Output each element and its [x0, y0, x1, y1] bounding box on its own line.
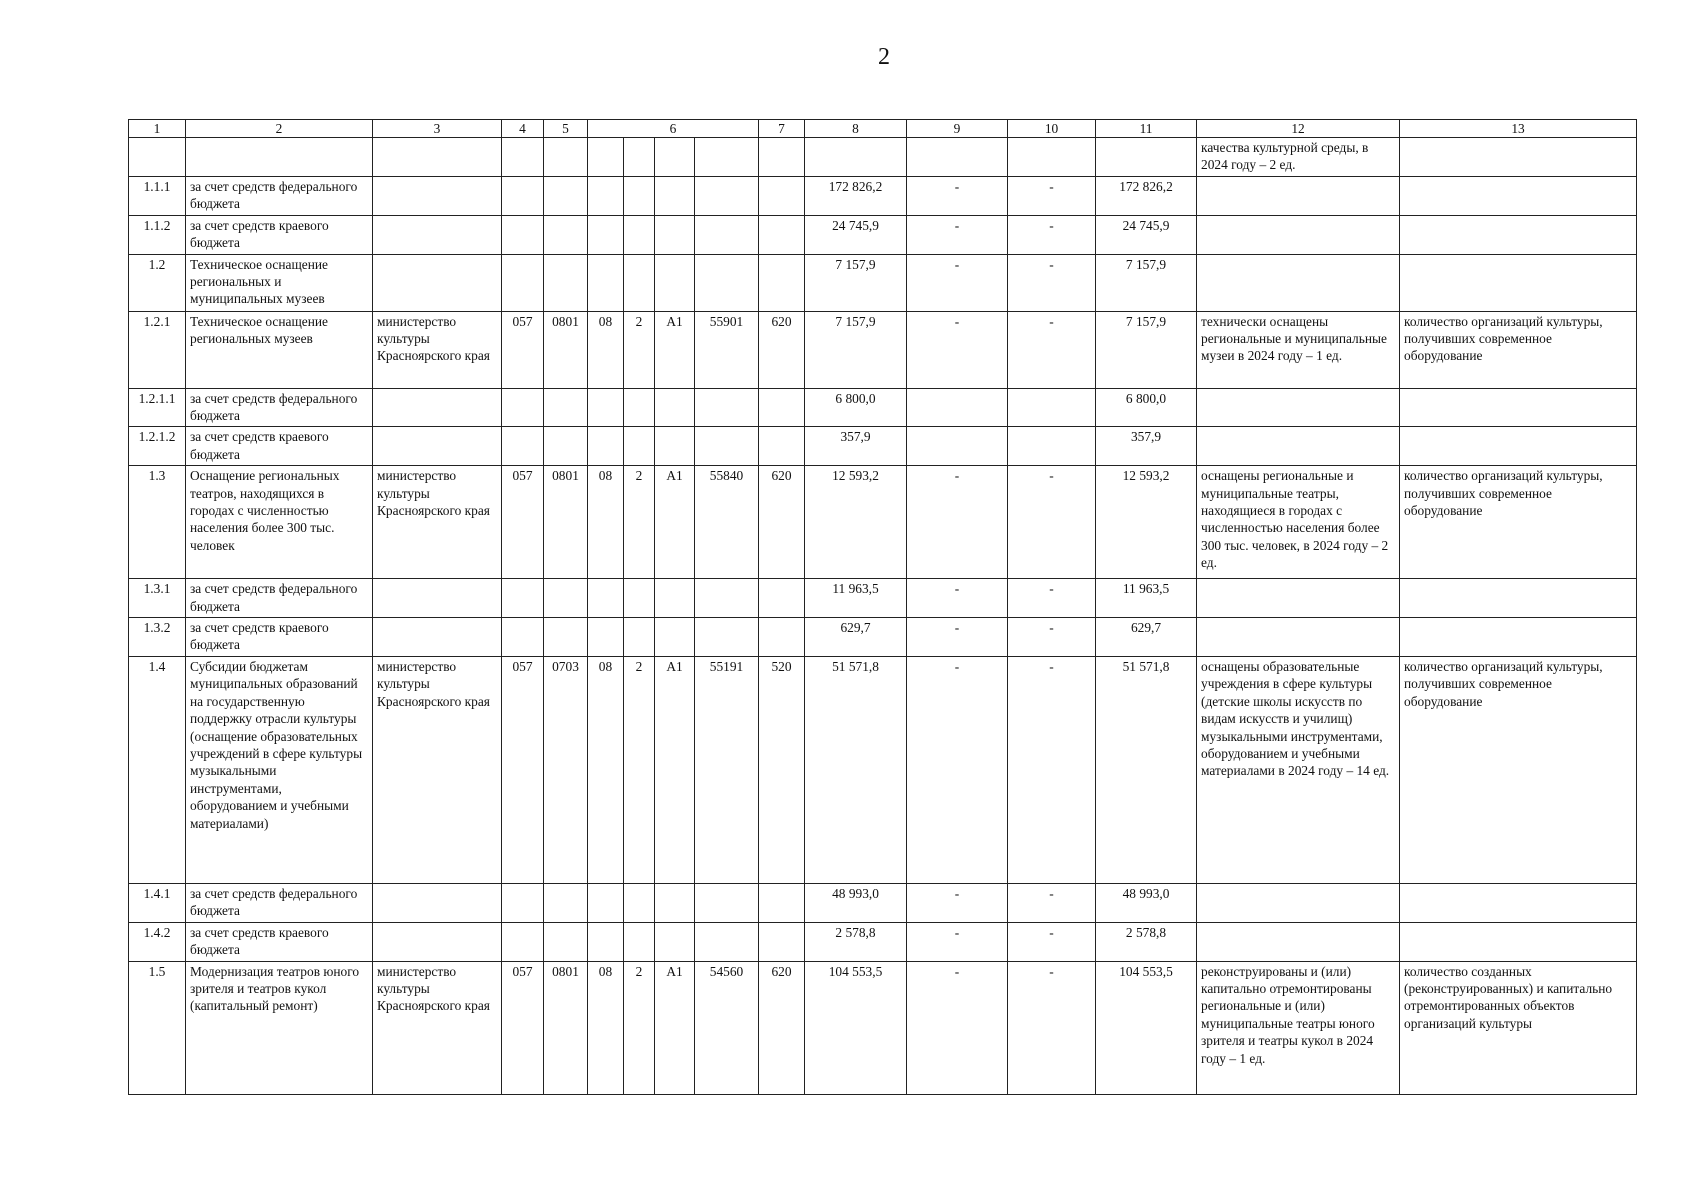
- row-col12-cell: [1197, 579, 1400, 618]
- row-col8-cell: 51 571,8: [805, 656, 907, 883]
- row-col7-cell: [759, 388, 805, 427]
- row-col11-cell: 7 157,9: [1096, 254, 1197, 311]
- row-col6a-cell: [588, 883, 624, 922]
- row-name-cell: Техническое оснащение региональных музеев: [186, 311, 373, 388]
- row-col8-cell: [805, 138, 907, 177]
- row-org-cell: министерство культуры Красноярского края: [373, 311, 502, 388]
- row-col11-cell: 24 745,9: [1096, 215, 1197, 254]
- row-col12-cell: [1197, 427, 1400, 466]
- row-col10-cell: -: [1008, 254, 1096, 311]
- row-col10-cell: -: [1008, 176, 1096, 215]
- row-org-cell: [373, 618, 502, 657]
- row-col10-cell: -: [1008, 656, 1096, 883]
- row-col6b-cell: 2: [624, 466, 655, 579]
- table-row: [129, 311, 1637, 388]
- row-col6a-cell: [588, 388, 624, 427]
- table-row: [129, 138, 1637, 177]
- row-name-cell: Субсидии бюджетам муниципальных образований на государственную поддержку отрасли культуры (оснащение образовательных учреждений в сфере культуры музыкальными инструментами, оборудованием и учебными материалами): [186, 656, 373, 883]
- row-col8-cell: 2 578,8: [805, 922, 907, 961]
- row-col8-cell: 12 593,2: [805, 466, 907, 579]
- row-id-cell: 1.4.1: [129, 883, 186, 922]
- row-col7-cell: [759, 215, 805, 254]
- row-col8-cell: 11 963,5: [805, 579, 907, 618]
- row-col6a-cell: [588, 215, 624, 254]
- row-col6c-cell: [655, 215, 695, 254]
- row-name-cell: за счет средств федерального бюджета: [186, 883, 373, 922]
- row-org-cell: [373, 215, 502, 254]
- row-col13-cell: количество созданных (реконструированных) и капитально отремонтированных объектов организаций культуры: [1400, 961, 1637, 1094]
- row-col6a-cell: 08: [588, 656, 624, 883]
- row-col9-cell: -: [907, 883, 1008, 922]
- row-col6b-cell: [624, 922, 655, 961]
- row-col13-cell: [1400, 883, 1637, 922]
- col-header: 4: [502, 120, 544, 138]
- row-col4-cell: [502, 618, 544, 657]
- row-col6a-cell: [588, 579, 624, 618]
- row-col12-cell: [1197, 883, 1400, 922]
- col-header: 3: [373, 120, 502, 138]
- row-col6c-cell: А1: [655, 311, 695, 388]
- row-org-cell: министерство культуры Красноярского края: [373, 466, 502, 579]
- row-col13-cell: [1400, 427, 1637, 466]
- row-col4-cell: [502, 579, 544, 618]
- table-row: [129, 427, 1637, 466]
- row-col13-cell: [1400, 579, 1637, 618]
- row-col13-cell: [1400, 618, 1637, 657]
- row-col6a-cell: [588, 254, 624, 311]
- row-id-cell: 1.2.1: [129, 311, 186, 388]
- col-header: 8: [805, 120, 907, 138]
- row-col6b-cell: [624, 579, 655, 618]
- row-col6c-cell: [655, 922, 695, 961]
- row-col12-cell: [1197, 922, 1400, 961]
- column-number-header-row: [129, 120, 1637, 138]
- row-col7-cell: [759, 138, 805, 177]
- row-col6d-cell: 54560: [695, 961, 759, 1094]
- row-col6b-cell: [624, 427, 655, 466]
- row-col5-cell: 0801: [544, 466, 588, 579]
- row-col9-cell: [907, 388, 1008, 427]
- row-col11-cell: 104 553,5: [1096, 961, 1197, 1094]
- row-col6b-cell: [624, 254, 655, 311]
- row-col6b-cell: 2: [624, 311, 655, 388]
- col-header: 7: [759, 120, 805, 138]
- row-org-cell: [373, 883, 502, 922]
- row-col6d-cell: [695, 254, 759, 311]
- row-org-cell: [373, 922, 502, 961]
- row-col5-cell: [544, 138, 588, 177]
- row-col12-cell: [1197, 176, 1400, 215]
- row-col13-cell: количество организаций культуры, получивших современное оборудование: [1400, 656, 1637, 883]
- table-row: [129, 579, 1637, 618]
- row-col12-cell: [1197, 618, 1400, 657]
- row-col9-cell: -: [907, 176, 1008, 215]
- row-id-cell: 1.1.1: [129, 176, 186, 215]
- row-name-cell: за счет средств федерального бюджета: [186, 176, 373, 215]
- row-col6a-cell: [588, 922, 624, 961]
- row-col8-cell: 6 800,0: [805, 388, 907, 427]
- row-col7-cell: [759, 618, 805, 657]
- row-col10-cell: -: [1008, 311, 1096, 388]
- table-row: [129, 466, 1637, 579]
- row-col10-cell: -: [1008, 883, 1096, 922]
- row-name-cell: за счет средств краевого бюджета: [186, 215, 373, 254]
- row-id-cell: [129, 138, 186, 177]
- row-col8-cell: 172 826,2: [805, 176, 907, 215]
- row-col6d-cell: [695, 618, 759, 657]
- row-col12-cell: [1197, 388, 1400, 427]
- row-col11-cell: [1096, 138, 1197, 177]
- row-col5-cell: [544, 427, 588, 466]
- row-col12-cell: технически оснащены региональные и муниципальные музеи в 2024 году – 1 ед.: [1197, 311, 1400, 388]
- col-header: 11: [1096, 120, 1197, 138]
- row-col6b-cell: [624, 883, 655, 922]
- row-col4-cell: [502, 883, 544, 922]
- row-col6d-cell: [695, 176, 759, 215]
- row-col6d-cell: [695, 388, 759, 427]
- row-col4-cell: [502, 254, 544, 311]
- row-col13-cell: [1400, 215, 1637, 254]
- table-row: [129, 254, 1637, 311]
- row-col8-cell: 24 745,9: [805, 215, 907, 254]
- row-col6d-cell: 55901: [695, 311, 759, 388]
- row-org-cell: [373, 427, 502, 466]
- row-col4-cell: 057: [502, 961, 544, 1094]
- row-col6b-cell: 2: [624, 656, 655, 883]
- row-col9-cell: -: [907, 922, 1008, 961]
- row-col5-cell: [544, 215, 588, 254]
- row-col9-cell: -: [907, 618, 1008, 657]
- budget-table: [128, 119, 1637, 1095]
- row-id-cell: 1.3.1: [129, 579, 186, 618]
- row-col7-cell: 520: [759, 656, 805, 883]
- row-col13-cell: [1400, 138, 1637, 177]
- row-col6b-cell: [624, 618, 655, 657]
- col-header: 13: [1400, 120, 1637, 138]
- table-row: [129, 883, 1637, 922]
- row-col7-cell: 620: [759, 466, 805, 579]
- row-id-cell: 1.2: [129, 254, 186, 311]
- row-col6c-cell: А1: [655, 656, 695, 883]
- row-col11-cell: 48 993,0: [1096, 883, 1197, 922]
- row-col11-cell: 6 800,0: [1096, 388, 1197, 427]
- row-col6b-cell: [624, 215, 655, 254]
- row-org-cell: [373, 579, 502, 618]
- row-col13-cell: количество организаций культуры, получивших современное оборудование: [1400, 466, 1637, 579]
- row-org-cell: [373, 388, 502, 427]
- table-row: [129, 922, 1637, 961]
- row-col11-cell: 11 963,5: [1096, 579, 1197, 618]
- row-col11-cell: 172 826,2: [1096, 176, 1197, 215]
- row-col7-cell: [759, 922, 805, 961]
- row-col5-cell: 0703: [544, 656, 588, 883]
- row-col11-cell: 629,7: [1096, 618, 1197, 657]
- row-id-cell: 1.4: [129, 656, 186, 883]
- row-name-cell: Оснащение региональных театров, находящихся в городах с численностью населения более 300 тыс. человек: [186, 466, 373, 579]
- row-col7-cell: [759, 427, 805, 466]
- col-header: 6: [588, 120, 759, 138]
- col-header: 12: [1197, 120, 1400, 138]
- row-col5-cell: [544, 883, 588, 922]
- row-col6c-cell: [655, 427, 695, 466]
- row-col4-cell: 057: [502, 656, 544, 883]
- row-col6b-cell: [624, 388, 655, 427]
- row-name-cell: за счет средств краевого бюджета: [186, 922, 373, 961]
- row-col12-cell: [1197, 254, 1400, 311]
- row-col4-cell: [502, 176, 544, 215]
- col-header: 5: [544, 120, 588, 138]
- row-col11-cell: 7 157,9: [1096, 311, 1197, 388]
- row-name-cell: Модернизация театров юного зрителя и театров кукол (капитальный ремонт): [186, 961, 373, 1094]
- row-col12-cell: качества культурной среды, в 2024 году – 2 ед.: [1197, 138, 1400, 177]
- row-col10-cell: [1008, 138, 1096, 177]
- col-header: 10: [1008, 120, 1096, 138]
- row-id-cell: 1.5: [129, 961, 186, 1094]
- row-col6b-cell: [624, 176, 655, 215]
- row-col11-cell: 12 593,2: [1096, 466, 1197, 579]
- row-col6d-cell: 55840: [695, 466, 759, 579]
- row-name-cell: за счет средств краевого бюджета: [186, 427, 373, 466]
- row-col4-cell: [502, 427, 544, 466]
- row-col11-cell: 357,9: [1096, 427, 1197, 466]
- row-col10-cell: -: [1008, 961, 1096, 1094]
- row-col4-cell: [502, 388, 544, 427]
- row-col9-cell: -: [907, 215, 1008, 254]
- row-col10-cell: -: [1008, 466, 1096, 579]
- row-col9-cell: -: [907, 961, 1008, 1094]
- row-col6d-cell: 55191: [695, 656, 759, 883]
- table-row: [129, 388, 1637, 427]
- row-col5-cell: [544, 388, 588, 427]
- row-col9-cell: -: [907, 466, 1008, 579]
- row-col6d-cell: [695, 427, 759, 466]
- row-col7-cell: [759, 883, 805, 922]
- row-col8-cell: 357,9: [805, 427, 907, 466]
- row-col6d-cell: [695, 579, 759, 618]
- table-row: [129, 176, 1637, 215]
- row-col10-cell: -: [1008, 922, 1096, 961]
- row-col6a-cell: [588, 618, 624, 657]
- row-col10-cell: [1008, 427, 1096, 466]
- row-col13-cell: [1400, 388, 1637, 427]
- row-col8-cell: 7 157,9: [805, 254, 907, 311]
- row-col10-cell: -: [1008, 618, 1096, 657]
- row-col5-cell: 0801: [544, 961, 588, 1094]
- row-col5-cell: [544, 618, 588, 657]
- row-col6a-cell: [588, 138, 624, 177]
- row-col13-cell: [1400, 176, 1637, 215]
- row-col12-cell: оснащены образовательные учреждения в сфере культуры (детские школы искусств по видам искусств и училищ) музыкальными инструментами, оборудованием и учебными материалами в 2024 году – 14 ед.: [1197, 656, 1400, 883]
- row-col5-cell: [544, 176, 588, 215]
- row-org-cell: министерство культуры Красноярского края: [373, 961, 502, 1094]
- row-id-cell: 1.3: [129, 466, 186, 579]
- row-col5-cell: [544, 579, 588, 618]
- row-col6c-cell: [655, 883, 695, 922]
- row-col6c-cell: [655, 176, 695, 215]
- row-col7-cell: [759, 176, 805, 215]
- row-col7-cell: [759, 254, 805, 311]
- row-col11-cell: 2 578,8: [1096, 922, 1197, 961]
- row-col6d-cell: [695, 138, 759, 177]
- row-col7-cell: [759, 579, 805, 618]
- row-col13-cell: [1400, 922, 1637, 961]
- row-col7-cell: 620: [759, 961, 805, 1094]
- row-id-cell: 1.3.2: [129, 618, 186, 657]
- row-col13-cell: [1400, 254, 1637, 311]
- row-col6c-cell: [655, 254, 695, 311]
- col-header: 2: [186, 120, 373, 138]
- row-col6c-cell: А1: [655, 961, 695, 1094]
- row-col6c-cell: А1: [655, 466, 695, 579]
- row-org-cell: [373, 138, 502, 177]
- row-col10-cell: -: [1008, 215, 1096, 254]
- row-id-cell: 1.2.1.1: [129, 388, 186, 427]
- row-col6a-cell: 08: [588, 961, 624, 1094]
- row-org-cell: [373, 254, 502, 311]
- row-col8-cell: 48 993,0: [805, 883, 907, 922]
- row-col12-cell: [1197, 215, 1400, 254]
- row-col12-cell: реконструированы и (или) капитально отремонтированы региональные и (или) муниципальные театры юного зрителя и театры кукол в 2024 году – 1 ед.: [1197, 961, 1400, 1094]
- row-col4-cell: [502, 922, 544, 961]
- table-row: [129, 618, 1637, 657]
- col-header: 9: [907, 120, 1008, 138]
- table-row: [129, 656, 1637, 883]
- row-col6c-cell: [655, 618, 695, 657]
- row-org-cell: [373, 176, 502, 215]
- row-col7-cell: 620: [759, 311, 805, 388]
- row-col6d-cell: [695, 922, 759, 961]
- row-col6b-cell: 2: [624, 961, 655, 1094]
- row-col4-cell: 057: [502, 466, 544, 579]
- row-col6a-cell: [588, 427, 624, 466]
- row-col6b-cell: [624, 138, 655, 177]
- row-col6c-cell: [655, 579, 695, 618]
- col-header: 1: [129, 120, 186, 138]
- row-id-cell: 1.4.2: [129, 922, 186, 961]
- row-col5-cell: 0801: [544, 311, 588, 388]
- row-col8-cell: 7 157,9: [805, 311, 907, 388]
- row-col5-cell: [544, 922, 588, 961]
- page-number: 2: [878, 44, 890, 70]
- row-col8-cell: 104 553,5: [805, 961, 907, 1094]
- row-col10-cell: [1008, 388, 1096, 427]
- row-col6c-cell: [655, 138, 695, 177]
- row-col12-cell: оснащены региональные и муниципальные театры, находящиеся в городах с численностью населения более 300 тыс. человек, в 2024 году – 2 ед.: [1197, 466, 1400, 579]
- row-name-cell: Техническое оснащение региональных и муниципальных музеев: [186, 254, 373, 311]
- row-col9-cell: [907, 427, 1008, 466]
- row-col5-cell: [544, 254, 588, 311]
- row-col9-cell: -: [907, 656, 1008, 883]
- row-col11-cell: 51 571,8: [1096, 656, 1197, 883]
- row-name-cell: за счет средств федерального бюджета: [186, 388, 373, 427]
- row-col6a-cell: 08: [588, 466, 624, 579]
- table-row: [129, 215, 1637, 254]
- row-col6d-cell: [695, 215, 759, 254]
- row-col6a-cell: [588, 176, 624, 215]
- row-col4-cell: [502, 215, 544, 254]
- row-col9-cell: -: [907, 254, 1008, 311]
- row-col8-cell: 629,7: [805, 618, 907, 657]
- row-org-cell: министерство культуры Красноярского края: [373, 656, 502, 883]
- row-col9-cell: -: [907, 579, 1008, 618]
- row-col13-cell: количество организаций культуры, получивших современное оборудование: [1400, 311, 1637, 388]
- row-col9-cell: -: [907, 311, 1008, 388]
- row-col6d-cell: [695, 883, 759, 922]
- table-row: [129, 961, 1637, 1094]
- row-name-cell: за счет средств федерального бюджета: [186, 579, 373, 618]
- row-col6c-cell: [655, 388, 695, 427]
- row-col6a-cell: 08: [588, 311, 624, 388]
- row-col4-cell: 057: [502, 311, 544, 388]
- row-col4-cell: [502, 138, 544, 177]
- row-name-cell: за счет средств краевого бюджета: [186, 618, 373, 657]
- row-id-cell: 1.2.1.2: [129, 427, 186, 466]
- row-col9-cell: [907, 138, 1008, 177]
- row-col10-cell: -: [1008, 579, 1096, 618]
- row-name-cell: [186, 138, 373, 177]
- row-id-cell: 1.1.2: [129, 215, 186, 254]
